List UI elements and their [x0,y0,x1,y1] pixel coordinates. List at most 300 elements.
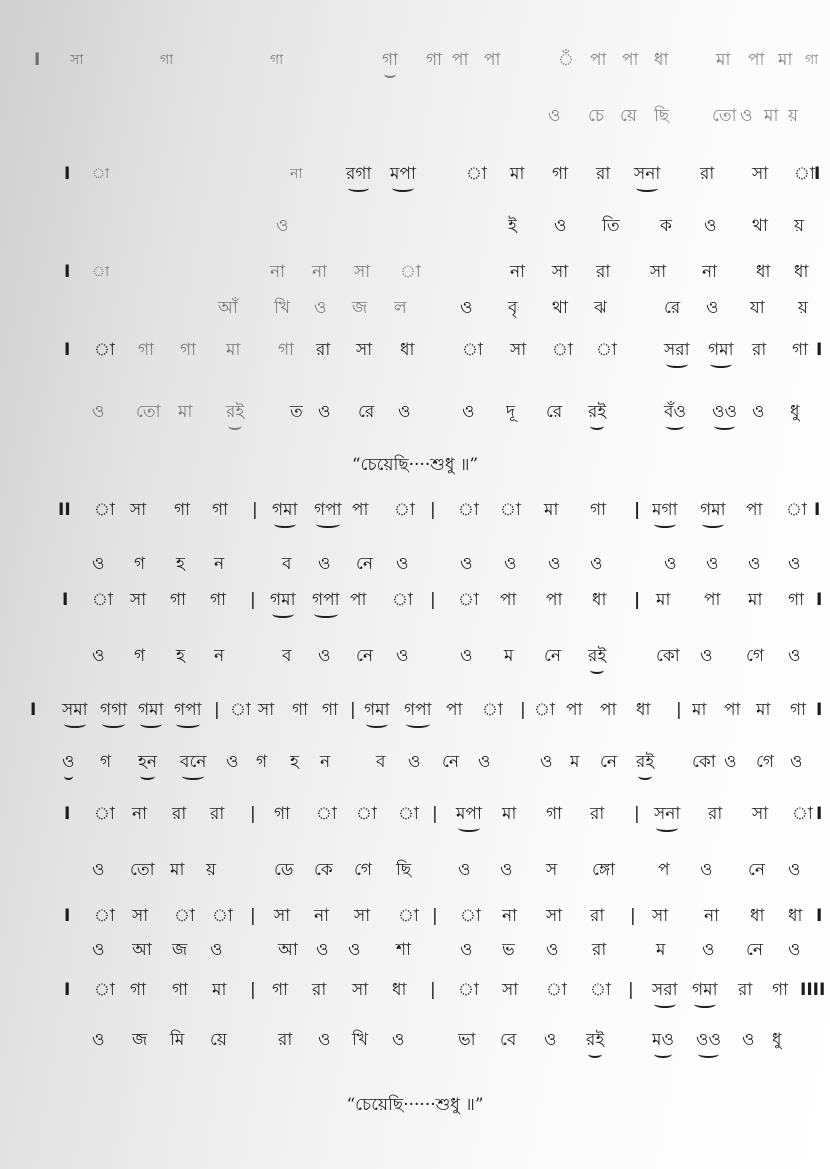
lyric-token: ও [788,646,801,666]
swara-token: া [400,262,421,282]
lyric-token: চে [588,106,605,126]
swara-token: সা [510,340,527,360]
swara-token: গা [212,500,229,520]
swara-token: মা [226,340,241,360]
lyric-token: ও [788,940,801,960]
swara-token: গা [270,52,284,68]
swara-token: া [174,906,195,926]
swara-token: পা [546,590,563,610]
swara-token: সমা [62,700,88,720]
lyric-token: তো [136,402,161,422]
swara-token: া [590,980,611,1000]
bar-mark: I [64,340,71,360]
swara-token: সনা [634,164,661,184]
lyric-token: য়ে [210,1030,227,1050]
swara-token: মা [510,164,525,184]
lyric-token: ও [314,298,327,318]
swara-token: মা [748,590,763,610]
lyric-token: ও [590,554,603,574]
lyric-token: ও [92,402,105,422]
swara-token: া [94,500,115,520]
lyric-token: ও [788,554,801,574]
lyric-token: ধু [772,1030,782,1050]
swara-token: পা [704,590,721,610]
bar-mark: | [634,590,641,610]
lyric-token: ছি [396,860,412,880]
swara-token: গপা [312,590,340,610]
swara-token: গা [590,500,607,520]
swara-token: না [290,166,303,182]
lyric-token: বে [500,1030,517,1050]
lyric-token: হ [290,752,299,772]
lyric-token: ই [508,216,517,236]
swara-token: গা [130,980,147,1000]
lyric-token: ক [660,216,672,236]
bar-mark: I [64,262,71,282]
swara-line [0,694,830,728]
swara-token: ধা [636,700,651,720]
swara-token: রা [596,262,611,282]
lyric-token: নে [356,554,374,574]
bar-mark: | [250,804,256,824]
swara-token: পা [484,50,501,70]
swara-token: গমা [138,700,164,720]
lyric-token: হ [176,554,185,574]
swara-token: ধা [756,262,771,282]
lyric-token: নে [544,646,562,666]
bar-mark: | [628,980,634,1000]
lyric-token: থা [552,298,568,318]
lyric-token: রে [664,298,681,318]
bar-mark: | [430,980,436,1000]
lyric-token: জ [172,940,188,960]
swara-token: না [702,262,718,282]
bar-mark: I [30,700,37,720]
swara-token: া [482,700,503,720]
lyric-token: ও [554,216,567,236]
swara-token: া [230,700,251,720]
swara-token: গা [792,340,809,360]
lyric-token: রই [588,402,607,422]
lyric-token: ও [318,646,331,666]
lyric-line [0,1024,830,1058]
swara-token: পা [622,50,639,70]
lyric-token: ও [226,752,239,772]
bar-mark: I [34,50,41,70]
lyric-token: হন [138,752,158,772]
lyric-token: ও [700,860,713,880]
swara-token: গমা [270,590,296,610]
lyric-token: ও [408,752,421,772]
lyric-token: ও [462,402,475,422]
bar-mark: I [816,590,823,610]
lyric-token: মা [178,402,193,422]
lyric-token: বৃ [508,298,518,318]
swara-token: গা [274,804,291,824]
swara-token: সা [354,906,371,926]
lyric-line [0,292,830,326]
lyric-line [0,210,830,244]
lyric-token: ও [92,940,105,960]
lyric-token: হ [176,646,185,666]
swara-token: ধা [750,906,765,926]
lyric-token: ও [458,860,471,880]
lyric-token: কো [656,646,680,666]
swara-token: া [398,906,419,926]
swara-token: সরা [652,980,678,1000]
lyric-token: গে [756,752,775,772]
swara-token: সা [258,700,275,720]
swara-token: গগা [100,700,128,720]
bar-mark: | [250,980,256,1000]
swara-line [0,798,830,832]
swara-token: গা [546,804,563,824]
lyric-token: জ [132,1030,148,1050]
swara-token: সা [652,906,669,926]
lyric-token: ও [460,554,473,574]
swara-token: পা [446,700,463,720]
lyric-token: ও [318,554,331,574]
swara-token: সা [650,262,667,282]
swara-token: গমা [692,980,718,1000]
swara-token: মা [692,700,707,720]
lyric-token: মি [170,1030,185,1050]
swara-token: া [92,590,113,610]
bar-mark: I [816,804,823,824]
lyric-token: গ [256,752,268,772]
lyric-token: ভা [458,1030,476,1050]
lyric-token: ও [706,554,719,574]
swara-token: সা [502,980,519,1000]
lyric-token: ও [700,646,713,666]
lyric-token: ও [316,940,329,960]
swara-token: া [792,804,813,824]
swara-line [0,334,830,368]
bar-mark: | [520,700,526,720]
lyric-token: খি [274,298,291,318]
lyric-token: ব [282,554,292,574]
swara-token: গা [160,52,174,68]
lyric-token: ও [540,752,553,772]
swara-token: সা [356,340,373,360]
swara-token: ঁ [558,50,574,70]
lyric-token: ও [460,298,473,318]
lyric-token: ও [210,940,223,960]
lyric-token: য় [794,216,805,236]
swara-token: গা [174,500,191,520]
swara-token: সা [354,262,371,282]
swara-token: মা [502,804,517,824]
swara-token: গমা [272,500,298,520]
lyric-token: রে [358,402,375,422]
swara-token: গা [382,50,399,70]
swara-token: পা [566,700,583,720]
lyric-token: ও [92,554,105,574]
lyric-token: নে [356,646,374,666]
swara-token: া [392,590,413,610]
swara-token: ধা [794,262,809,282]
lyric-token: আ [278,940,298,960]
lyric-token: আ [132,940,152,960]
bar-mark: II [58,500,71,520]
bar-mark: | [430,500,436,520]
swara-token: মা [716,50,731,70]
swara-token: গা [772,980,789,1000]
lyric-token: য় [206,860,217,880]
swara-line [0,158,830,192]
swara-token: পা [350,590,367,610]
bar-mark: | [250,906,256,926]
swara-token: ধা [788,906,803,926]
swara-token: পা [746,500,763,520]
swara-token: গা [552,164,569,184]
lyric-token: কে [314,860,333,880]
lyric-token: তি [602,216,620,236]
lyric-token: খি [352,1030,369,1050]
swara-token: সা [546,906,563,926]
lyric-token: বঁও [664,402,686,422]
swara-token: গা [790,700,807,720]
lyric-token: দূ [506,402,515,422]
lyric-line [0,548,830,582]
swara-token: সনা [654,804,681,824]
swara-token: া [458,590,479,610]
swara-token: গা [170,590,187,610]
lyric-token: নে [746,940,764,960]
lyric-token: ম [570,752,580,772]
bar-mark: | [432,804,438,824]
swara-token: না [312,262,328,282]
swara-token: রগা [346,164,372,184]
lyric-token: ম [504,646,514,666]
bar-mark: I [816,340,823,360]
swara-token: গপা [174,700,202,720]
lyric-token: ও [546,940,559,960]
lyric-token: ব [282,646,292,666]
lyric-token: ও [504,554,517,574]
lyric-token: ও [706,298,719,318]
swara-token: া [394,500,415,520]
swara-token: গা [272,980,289,1000]
swara-token: রা [312,980,327,1000]
bar-mark: | [214,700,220,720]
swara-token: পা [748,50,765,70]
swara-token: না [502,906,518,926]
lyric-token: ও [548,106,561,126]
bar-mark: | [350,700,356,720]
lyric-token: রই [588,646,607,666]
lyric-token: ও [752,402,765,422]
swara-line [0,256,830,290]
swara-token: রা [210,804,225,824]
swara-token: া [546,980,567,1000]
lyric-token: ও [790,752,803,772]
lyric-token: ওও [696,1030,722,1050]
lyric-token: ও [704,216,717,236]
lyric-token: ও [748,554,761,574]
swara-token: রা [752,340,767,360]
lyric-token: ও [92,646,105,666]
lyric-token: ও [724,752,737,772]
lyric-token: ন [320,752,331,772]
bar-mark: | [432,906,438,926]
swara-token: মগা [652,500,678,520]
lyric-token: রই [226,402,245,422]
lyric-token: ছি [654,106,670,126]
lyric-token: রই [636,752,655,772]
lyric-token: য় [798,298,809,318]
swara-line [0,900,830,934]
lyric-token: বনে [180,752,207,772]
swara-line [0,44,830,78]
lyric-token: ও [276,216,289,236]
lyric-token: নে [600,752,618,772]
swara-token: গমা [708,340,734,360]
lyric-token: জ [352,298,368,318]
swara-token: া [94,980,115,1000]
lyric-token: ও [318,1030,331,1050]
swara-token: পা [452,50,469,70]
swara-token: রা [738,980,753,1000]
swara-token: রা [316,340,331,360]
swara-token: রা [590,804,605,824]
lyric-token: ও [544,1030,557,1050]
swara-token: া [596,340,617,360]
swara-token: া [94,804,115,824]
lyric-token: ও [396,646,409,666]
swara-token: গপা [314,500,342,520]
lyric-token: ও [396,554,409,574]
lyric-token: য় [788,106,799,126]
swara-token: া [500,500,521,520]
lyric-token: ও [702,940,715,960]
swara-token: সা [552,262,569,282]
bar-mark: I [64,164,71,184]
swara-token: া [94,340,115,360]
swara-token: রা [700,164,715,184]
lyric-token: শা [396,940,411,960]
lyric-token: ও [460,940,473,960]
lyric-token: গে [354,860,373,880]
lyric-token: য়ে [620,106,637,126]
bar-mark: I [816,700,823,720]
lyric-token: স [546,860,558,880]
bar-mark: I [62,590,69,610]
swara-token: সা [70,52,84,68]
bar-mark: IIII [800,980,826,1000]
lyric-token: ন [214,646,225,666]
swara-line [0,584,830,618]
swara-token: া [786,500,807,520]
swara-token: রা [590,906,605,926]
swara-token: গা [426,50,443,70]
lyric-token: কো [692,752,716,772]
lyric-token: নে [442,752,460,772]
swara-token: া [462,340,483,360]
lyric-token: ও [664,554,677,574]
lyric-token: মও [652,1030,674,1050]
lyric-token: ও [62,752,75,772]
lyric-token: ভ [502,940,515,960]
lyric-token: তো [712,106,737,126]
swara-token: মপা [390,164,416,184]
lyric-token: গে [746,646,765,666]
lyric-token: থা [752,216,768,236]
bar-mark: | [630,906,636,926]
lyric-token: ব [376,752,386,772]
lyric-token: ও [788,860,801,880]
swara-token: গা [210,590,227,610]
swara-token: না [314,906,330,926]
bar-mark: I [64,804,71,824]
lyric-line [0,746,830,780]
lyric-token: ও [348,940,361,960]
lyric-token: রে [546,402,563,422]
lyric-token: মা [764,106,779,126]
swara-token: া [356,804,377,824]
bar-mark: I [814,500,821,520]
swara-line [0,494,830,528]
swara-token: মা [656,590,671,610]
swara-token: া [458,500,479,520]
lyric-token: ডে [274,860,294,880]
swara-token: পা [590,50,607,70]
swara-token: না [704,906,720,926]
swara-token: া [94,906,115,926]
lyric-token: রা [278,1030,293,1050]
swara-token: রা [708,804,723,824]
swara-token: সা [274,906,291,926]
bar-mark: I [64,980,71,1000]
swara-token: না [270,262,286,282]
lyric-line [0,396,830,430]
lyric-token: নে [748,860,766,880]
lyric-token: রা [592,940,607,960]
swara-token: পা [600,700,617,720]
swara-token: া [534,700,555,720]
swara-token: গা [138,340,155,360]
lyric-line [0,854,830,888]
lyric-token: ও [92,1030,105,1050]
swara-token: পা [352,500,369,520]
swara-token: া [552,340,573,360]
lyric-token: ও [460,646,473,666]
swara-token: সা [130,500,147,520]
lyric-token: রই [586,1030,605,1050]
lyric-token: ধু [790,402,800,422]
swara-token: মা [756,700,771,720]
swara-token: া [92,264,110,280]
bar-mark: | [250,590,256,610]
lyric-token: ঙ্গো [592,860,616,880]
bar-mark: I [814,164,821,184]
swara-token: সা [752,804,769,824]
lyric-token: ঝ [594,298,607,318]
bar-mark: I [816,906,823,926]
lyric-token: ও [548,554,561,574]
swara-token: ধা [592,590,607,610]
refrain-line-closing: “চেয়েছি······শুধু ॥” [346,1095,484,1115]
lyric-token: ও [318,402,331,422]
bar-mark: | [634,500,641,520]
lyric-token: ম [656,940,666,960]
swara-token: রা [596,164,611,184]
swara-token: া [316,804,337,824]
swara-token: া [466,164,487,184]
swara-token: না [132,804,148,824]
swara-token: না [510,262,526,282]
lyric-token: ল [394,298,407,318]
